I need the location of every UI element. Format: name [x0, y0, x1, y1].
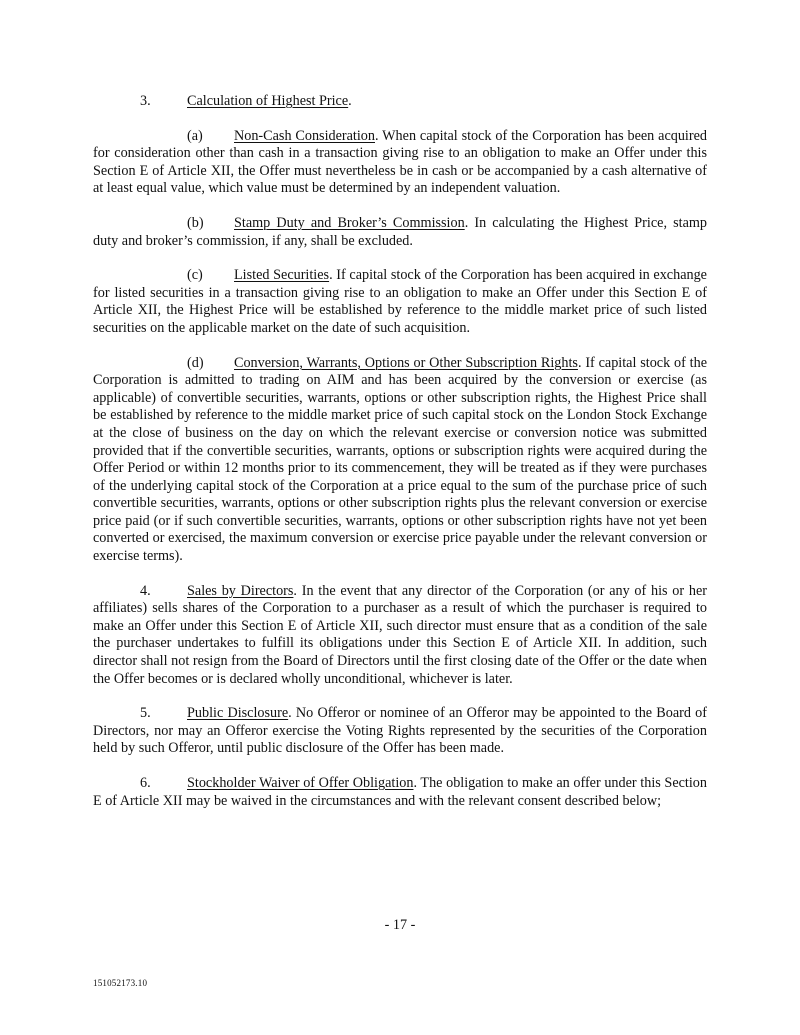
- subsection-3d: [93, 355, 707, 566]
- page-number: - 17 -: [384, 917, 416, 933]
- document-body: [93, 93, 707, 810]
- section-number: 4.: [140, 582, 151, 599]
- section-number: 6.: [140, 775, 151, 791]
- section-body: . No Offeror or nominee of an Offeror may be appointed to the Board of Directors, nor may an Offeror exercise the Voting Rights represented by the securities of the Corporation held by such Offeror, until public disclosure of the Offer has been made.: [93, 705, 708, 757]
- section-4: [93, 583, 707, 689]
- subsection-3a: [93, 128, 707, 198]
- subsection-label: (c): [187, 267, 203, 284]
- section-title: Public Disclosure: [187, 705, 289, 722]
- section-title-period: .: [348, 93, 352, 109]
- section-title: Sales by Directors: [187, 582, 294, 599]
- section-3-heading: [93, 93, 707, 111]
- subsection-label: (b): [187, 214, 204, 231]
- section-5: [93, 705, 707, 758]
- subsection-label: (a): [187, 127, 203, 144]
- section-6: [93, 775, 707, 810]
- subsection-body: . If capital stock of the Corporation is admitted to trading on AIM and has been acquired by the conversion or exercise (as applicable) of convertible securities, warrants, options or other subscription rights, the Highest Price shall be established by reference to the middle market price of such capital stock on the London Stock Exchange at the close of business on the day on which the relevant exercise or conversion notice was submitted provided that if the convertible securities, warrants, options or subscription rights were acquired during the Offer Period or within 12 months prior to its commencement, they will be treated as if they were purchases of the underlying capital stock of the Corporation at a price equal to the sum of the purchase price of such convertible securities, warrants, options or other subscription rights plus the relevant conversion or exercise price paid (or if such convertible securities, warrants, options or other subscription rights have not yet been converted or exercised, the maximum conversion or exercise price payable under the relevant conversion or exercise terms).: [93, 354, 707, 565]
- subsection-body: . In calculating the Highest Price, stamp duty and broker’s commission, if any, shall be excluded.: [93, 214, 707, 249]
- section-number: 5.: [140, 705, 151, 722]
- subsection-title: Stamp Duty and Broker’s Commission: [234, 214, 465, 231]
- section-title: Calculation of Highest Price: [187, 93, 349, 109]
- section-title: Stockholder Waiver of Offer Obligation: [187, 775, 414, 791]
- subsection-body: . If capital stock of the Corporation has been acquired in exchange for listed securities in a transaction giving rise to an obligation to make an Offer under this Section E of Article XII, the Highest Price will be established by reference to the middle market price of such listed securities on the applicable market on the date of such acquisition.: [93, 267, 707, 336]
- subsection-3b: [93, 215, 707, 250]
- section-number: 3.: [140, 93, 151, 109]
- subsection-title: Non-Cash Consideration: [234, 127, 375, 144]
- subsection-body: . When capital stock of the Corporation has been acquired for consideration other than cash in a transaction giving rise to an obligation to make an Offer under this Section E of Article XII, the Offer must nevertheless be in cash or be accompanied by a cash alternative of at least equal value, which value must be determined by an independent valuation.: [93, 127, 707, 197]
- section-body: . The obligation to make an offer under this Section E of Article XII may be waived in the circumstances and with the relevant consent described below;: [93, 775, 707, 809]
- section-body: . In the event that any director of the Corporation (or any of his or her affiliates) sells shares of the Corporation to a purchaser as a result of which the purchaser is required to make an Offer under this Section E of Article XII, such director must ensure that as a condition of the sale the purchaser undertakes to fulfill its obligations under this Section E of Article XII. In addition, such director shall not resign from the Board of Directors until the first closing date of the Offer or the date when the Offer becomes or is declared wholly unconditional, whichever is later.: [93, 582, 707, 687]
- subsection-label: (d): [187, 354, 204, 371]
- subsection-title: Listed Securities: [234, 267, 330, 284]
- subsection-3c: [93, 267, 707, 337]
- document-id: 151052173.10: [93, 978, 148, 988]
- subsection-title: Conversion, Warrants, Options or Other Subscription Rights: [234, 354, 578, 371]
